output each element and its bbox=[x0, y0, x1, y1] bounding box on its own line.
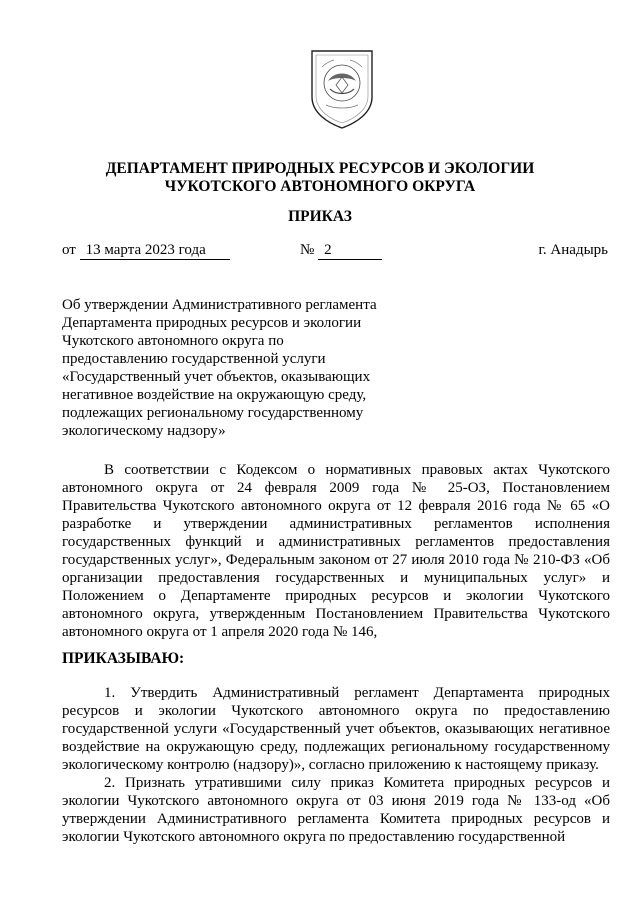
order-number bbox=[300, 241, 382, 260]
number-value: 2 bbox=[318, 242, 382, 260]
department-name-line2: ЧУКОТСКОГО АВТОНОМНОГО ОКРУГА bbox=[164, 178, 476, 195]
order-directive: ПРИКАЗЫВАЮ: bbox=[62, 650, 185, 667]
date-prefix: от bbox=[62, 242, 76, 258]
department-name-line1: ДЕПАРТАМЕНТ ПРИРОДНЫХ РЕСУРСОВ И ЭКОЛОГИИ bbox=[105, 160, 535, 177]
coat-of-arms-emblem-icon bbox=[306, 47, 378, 131]
document-title: ПРИКАЗ bbox=[288, 208, 352, 225]
order-subject: Об утверждении Административного регламента Департамента природных ресурсов и экологии Чукотского автономного округа по предоставлению государственной услуги «Государственный учет объектов, оказывающих негативное воздействие на окружающую среду, подлежащих региональному государственному экологическому надзору» bbox=[62, 297, 377, 439]
order-date bbox=[62, 241, 230, 260]
number-prefix: № bbox=[300, 242, 315, 258]
date-value: 13 марта 2023 года bbox=[80, 242, 230, 260]
order-item-1: 1. Утвердить Административный регламент Департамента природных ресурсов и экологии Чукотского автономного округа по предоставлению государственной услуги «Государственный учет объектов, оказывающих негативное воздействие на окружающую среду, подлежащих региональному государственному экологическому контролю (надзору)», согласно приложению к настоящему приказу. bbox=[62, 685, 610, 773]
legal-basis-paragraph: В соответствии с Кодексом о нормативных правовых актах Чукотского автономного округа от 24 февраля 2009 года № 25-ОЗ, Постановлением Правительства Чукотского автономного округа от 12 февраля 2016 года № 65 «О разработке и утверждении административных регламентов исполнения государственных функций и административных регламентов предоставления государственных услуг», Федеральным законом от 27 июля 2010 года № 210-ФЗ «Об организации предоставления государственных и муниципальных услуг» и Положением о Департаменте природных ресурсов и экологии Чукотского автономного округа, утвержденным Постановлением Правительства Чукотского автономного округа от 1 апреля 2020 года № 146, bbox=[62, 462, 610, 640]
order-item-2: 2. Признать утратившими силу приказ Комитета природных ресурсов и экологии Чукотского автономного округа от 03 июня 2019 года № 133-од «Об утверждении Административного регламента Комитета природных ресурсов и экологии Чукотского автономного округа по предоставлению государственной bbox=[62, 775, 610, 845]
city: г. Анадырь bbox=[538, 242, 608, 258]
